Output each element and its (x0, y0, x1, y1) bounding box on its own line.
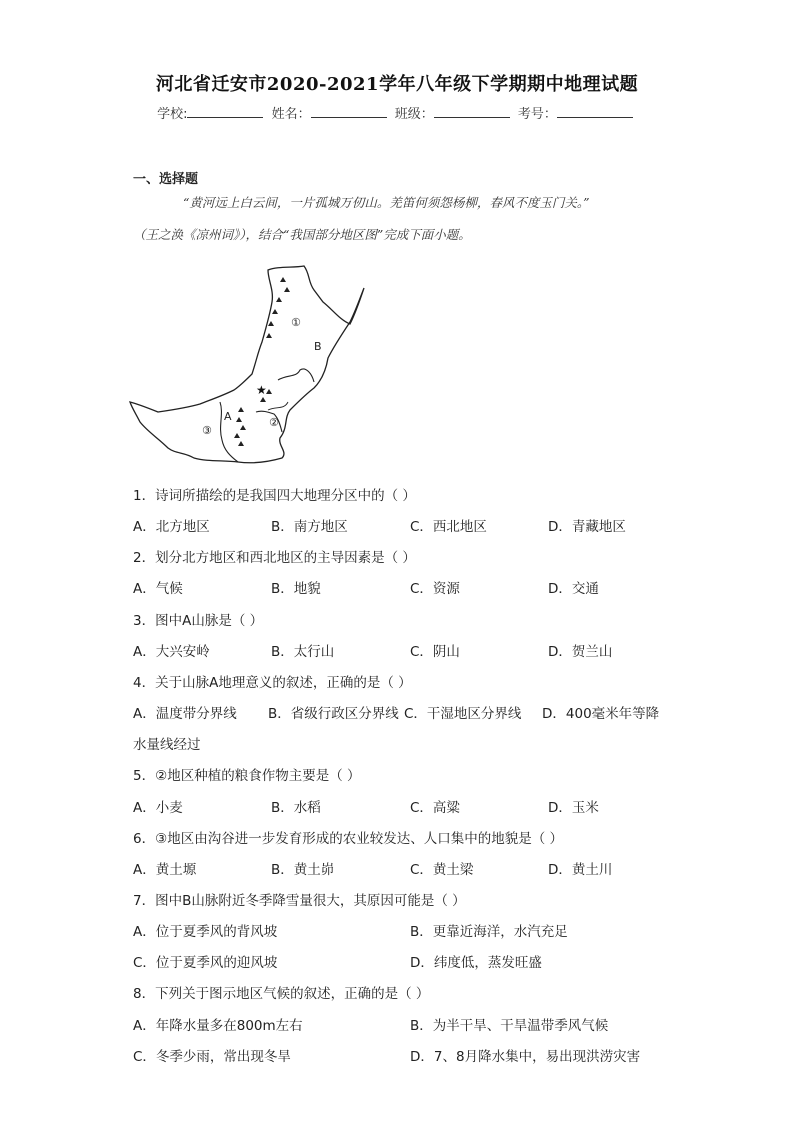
q2-option-b[interactable]: B．地貌 (271, 581, 321, 597)
map-label-mountain-a: A (224, 410, 232, 423)
q8-option-b[interactable]: B．为半干旱、干旱温带季风气候 (410, 1018, 609, 1034)
q5-option-b[interactable]: B．水稻 (271, 800, 321, 816)
question-5: 5．②地区种植的粮食作物主要是（ ） (133, 768, 361, 784)
q4-option-c[interactable]: C．干湿地区分界线 (404, 706, 522, 722)
school-label: 学校: (157, 107, 188, 122)
region-map (128, 262, 368, 467)
map-river (268, 402, 288, 410)
map-label-mountain-b: B (314, 340, 322, 353)
question-7: 7．图中B山脉附近冬季降雪量很大，其原因可能是（ ） (133, 893, 466, 909)
q6-option-b[interactable]: B．黄土峁 (271, 862, 335, 878)
q6-option-a[interactable]: A．黄土塬 (133, 862, 197, 878)
question-1: 1．诗词所描绘的是我国四大地理分区中的（ ） (133, 488, 416, 504)
q7-option-c[interactable]: C．位于夏季风的迎风坡 (133, 955, 278, 971)
question-4: 4．关于山脉A地理意义的叙述，正确的是（ ） (133, 675, 412, 691)
question-2: 2．划分北方地区和西北地区的主导因素是（ ） (133, 550, 416, 566)
map-bay (278, 369, 314, 382)
q1-option-d[interactable]: D．青藏地区 (548, 519, 626, 535)
mountain-a-icon (234, 407, 246, 446)
student-info-line (0, 103, 794, 122)
q5-option-c[interactable]: C．高粱 (410, 800, 460, 816)
map-label-region-2: ② (269, 416, 279, 429)
q1-option-b[interactable]: B．南方地区 (271, 519, 348, 535)
name-label: 姓名： (271, 107, 311, 122)
name-blank[interactable] (311, 105, 387, 118)
q3-option-c[interactable]: C．阴山 (410, 644, 460, 660)
q2-option-a[interactable]: A．气候 (133, 581, 183, 597)
question-8: 8．下列关于图示地区气候的叙述，正确的是（ ） (133, 986, 430, 1002)
q4-option-d[interactable]: D．400毫米年等降 (542, 706, 660, 722)
section-heading: 一、选择题 (133, 172, 199, 187)
poem-line-1: “黄河远上白云间，一片孤城万仞山。羌笛何须怨杨柳，春风不度玉门关。” (183, 195, 590, 210)
q6-option-c[interactable]: C．黄土梁 (410, 862, 474, 878)
q3-option-d[interactable]: D．贺兰山 (548, 644, 613, 660)
capital-star-icon: ★ (256, 383, 267, 397)
class-blank[interactable] (434, 105, 510, 118)
mountain-b-icon (266, 277, 290, 338)
q8-option-a[interactable]: A．年降水量多在800m左右 (133, 1018, 303, 1034)
q1-option-a[interactable]: A．北方地区 (133, 519, 210, 535)
q8-option-d[interactable]: D．7、8月降水集中，易出现洪涝灾害 (410, 1049, 641, 1065)
q7-option-d[interactable]: D．纬度低，蒸发旺盛 (410, 955, 542, 971)
map-label-region-1: ① (291, 316, 301, 329)
q4-option-d-continuation: 水量线经过 (133, 737, 201, 753)
map-outline (130, 266, 364, 463)
class-label: 班级： (394, 107, 434, 122)
poem-line-2: （王之涣《凉州词》），结合“我国部分地区图”完成下面小题。 (133, 227, 471, 242)
q3-option-b[interactable]: B．太行山 (271, 644, 335, 660)
question-6: 6．③地区由沟谷进一步发育形成的农业较发达、人口集中的地貌是（ ） (133, 831, 563, 847)
exam-no-label: 考号： (517, 107, 557, 122)
map-label-region-3: ③ (202, 424, 212, 437)
q7-option-b[interactable]: B．更靠近海洋，水汽充足 (410, 924, 568, 940)
question-3: 3．图中A山脉是（ ） (133, 613, 264, 629)
q2-option-d[interactable]: D．交通 (548, 581, 599, 597)
q8-option-c[interactable]: C．冬季少雨，常出现冬旱 (133, 1049, 291, 1065)
q1-option-c[interactable]: C．西北地区 (410, 519, 487, 535)
exam-no-blank[interactable] (557, 105, 633, 118)
q5-option-d[interactable]: D．玉米 (548, 800, 599, 816)
q3-option-a[interactable]: A．大兴安岭 (133, 644, 210, 660)
q6-option-d[interactable]: D．黄土川 (548, 862, 613, 878)
school-blank[interactable] (187, 105, 263, 118)
q5-option-a[interactable]: A．小麦 (133, 800, 183, 816)
q7-option-a[interactable]: A．位于夏季风的背风坡 (133, 924, 278, 940)
page-title: 河北省迁安市2020-2021学年八年级下学期期中地理试题 (155, 74, 639, 95)
q4-option-a[interactable]: A．温度带分界线 (133, 706, 237, 722)
q2-option-c[interactable]: C．资源 (410, 581, 460, 597)
q4-option-b[interactable]: B．省级行政区分界线 (268, 706, 399, 722)
